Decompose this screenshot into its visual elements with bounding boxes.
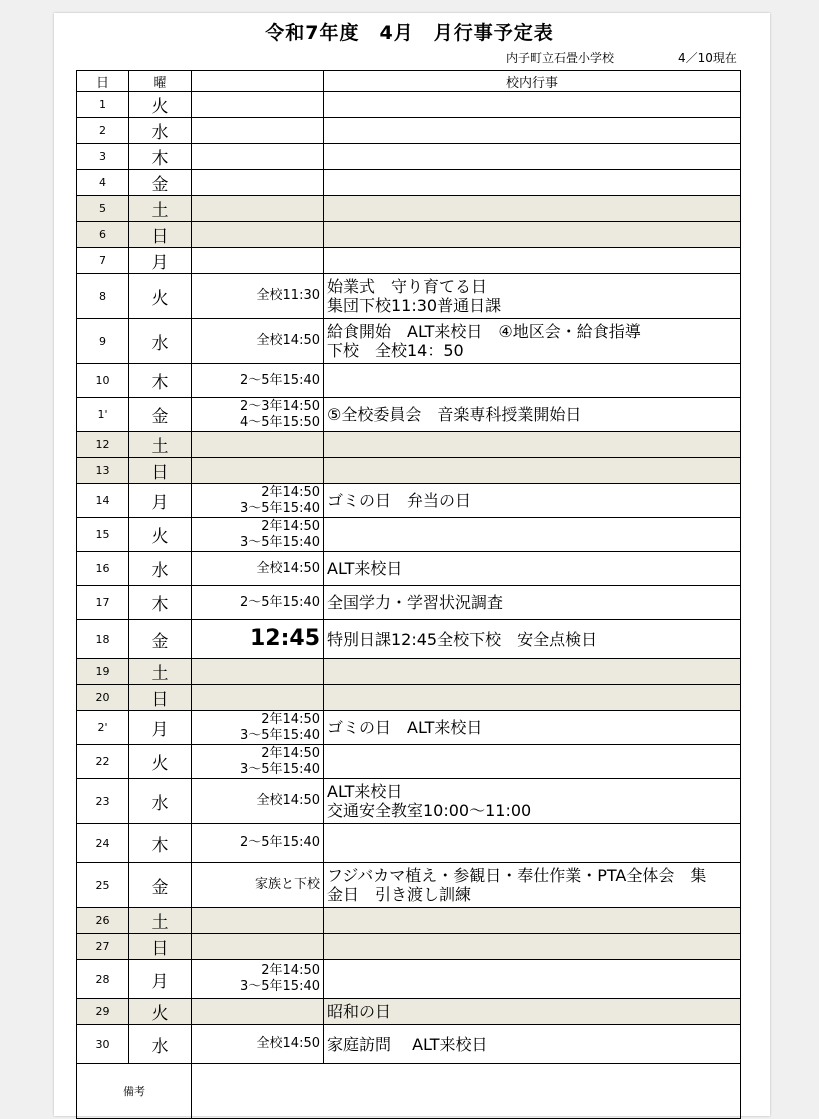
table-row — [77, 196, 741, 222]
weekday-cell: 月 — [129, 248, 192, 274]
events-cell — [324, 170, 741, 196]
dismissal-time-cell — [192, 745, 324, 779]
weekday-cell: 水 — [129, 1025, 192, 1064]
dismissal-time-cell — [192, 274, 324, 319]
events-cell — [324, 222, 741, 248]
dismissal-time: 全校14:50 — [256, 333, 320, 348]
weekday-cell: 月 — [129, 484, 192, 518]
weekday-cell: 金 — [129, 620, 192, 659]
table-row — [77, 319, 741, 364]
event-text: 特別日課12:45全校下校 安全点検日 — [327, 629, 598, 649]
table-row — [77, 863, 741, 908]
dismissal-time: 全校14:50 — [256, 1036, 320, 1051]
day-cell: 23 — [77, 779, 129, 824]
weekday-cell: 火 — [129, 745, 192, 779]
events-cell — [324, 960, 741, 999]
dismissal-time: 12:45 — [249, 626, 320, 651]
events-cell — [324, 118, 741, 144]
event-text: 交通安全教室10:00～11:00 — [327, 801, 532, 820]
events-cell — [324, 196, 741, 222]
day-cell: 25 — [77, 863, 129, 908]
table-row — [77, 484, 741, 518]
events-cell — [324, 1025, 741, 1064]
dismissal-time: 2～5年15:40 — [239, 835, 320, 850]
weekday-cell: 木 — [129, 144, 192, 170]
dismissal-time-cell — [192, 458, 324, 484]
events-cell — [324, 274, 741, 319]
event-text: 下校 全校14：50 — [327, 341, 464, 360]
events-cell — [324, 552, 741, 586]
day-cell: 7 — [77, 248, 129, 274]
events-cell — [324, 432, 741, 458]
events-cell — [324, 659, 741, 685]
weekday-cell: 日 — [129, 934, 192, 960]
table-row — [77, 999, 741, 1025]
dismissal-time: 2年14:50 — [261, 518, 320, 534]
school-name: 内子町立石畳小学校 — [506, 51, 615, 65]
events-cell — [324, 863, 741, 908]
day-cell: 18 — [77, 620, 129, 659]
table-row — [77, 432, 741, 458]
remarks-cell[interactable] — [192, 1064, 741, 1119]
day-cell: 13 — [77, 458, 129, 484]
table-row — [77, 552, 741, 586]
day-cell: 17 — [77, 586, 129, 620]
table-row — [77, 779, 741, 824]
schedule-table — [76, 70, 741, 1119]
weekday-cell: 土 — [129, 432, 192, 458]
dismissal-time-cell — [192, 118, 324, 144]
weekday-cell: 金 — [129, 398, 192, 432]
weekday-cell: 木 — [129, 824, 192, 863]
day-cell: 2' — [77, 711, 129, 745]
day-cell: 30 — [77, 1025, 129, 1064]
dismissal-time-cell — [192, 824, 324, 863]
events-cell — [324, 908, 741, 934]
weekday-cell: 土 — [129, 196, 192, 222]
events-cell — [324, 319, 741, 364]
dismissal-time-cell — [192, 196, 324, 222]
schedule-body — [77, 92, 741, 1064]
table-row — [77, 960, 741, 999]
weekday-cell: 火 — [129, 274, 192, 319]
dismissal-time: 2年14:50 — [261, 484, 320, 500]
day-cell: 3 — [77, 144, 129, 170]
table-row — [77, 170, 741, 196]
table-row — [77, 934, 741, 960]
table-row — [77, 274, 741, 319]
events-cell — [324, 586, 741, 620]
events-cell — [324, 248, 741, 274]
dismissal-time-cell — [192, 92, 324, 118]
dismissal-time-cell — [192, 1025, 324, 1064]
day-cell: 26 — [77, 908, 129, 934]
events-cell — [324, 745, 741, 779]
dismissal-time-cell — [192, 685, 324, 711]
dismissal-time: 2年14:50 — [261, 745, 320, 761]
header-row — [77, 71, 741, 92]
events-cell — [324, 484, 741, 518]
dismissal-time-cell — [192, 779, 324, 824]
dismissal-time: 2～5年15:40 — [239, 594, 320, 610]
page-title: 令和7年度 4月 月行事予定表 — [265, 22, 554, 44]
event-text: 始業式 守り育てる日 — [327, 277, 488, 296]
dismissal-time-cell — [192, 586, 324, 620]
dismissal-time: 3～5年15:40 — [239, 534, 320, 550]
events-cell — [324, 620, 741, 659]
day-cell: 5 — [77, 196, 129, 222]
dismissal-time-cell — [192, 432, 324, 458]
event-text: ALT来校日 — [327, 782, 403, 801]
dismissal-time-cell — [192, 484, 324, 518]
event-text: ゴミの日 弁当の日 — [327, 491, 472, 510]
weekday-cell: 金 — [129, 863, 192, 908]
day-cell: 10 — [77, 364, 129, 398]
weekday-cell: 水 — [129, 779, 192, 824]
dismissal-time-cell — [192, 319, 324, 364]
day-cell: 22 — [77, 745, 129, 779]
day-cell: 1' — [77, 398, 129, 432]
dismissal-time-cell — [192, 170, 324, 196]
remarks-label: 備考 — [77, 1064, 192, 1119]
event-text: ゴミの日 ALT来校日 — [327, 718, 483, 737]
header-events: 校内行事 — [324, 71, 741, 92]
day-cell: 27 — [77, 934, 129, 960]
dismissal-time-cell — [192, 908, 324, 934]
day-cell: 8 — [77, 274, 129, 319]
dismissal-time-cell — [192, 711, 324, 745]
weekday-cell: 月 — [129, 711, 192, 745]
weekday-cell: 水 — [129, 319, 192, 364]
table-row — [77, 1025, 741, 1064]
dismissal-time: 全校14:50 — [256, 793, 320, 808]
events-cell — [324, 934, 741, 960]
dismissal-time-cell — [192, 960, 324, 999]
dismissal-time: 家族と下校 — [254, 877, 320, 892]
events-cell — [324, 364, 741, 398]
table-row — [77, 222, 741, 248]
dismissal-time: 3～5年15:40 — [239, 979, 320, 994]
table-row — [77, 659, 741, 685]
dismissal-time-cell — [192, 144, 324, 170]
table-row — [77, 685, 741, 711]
table-row — [77, 824, 741, 863]
weekday-cell: 火 — [129, 92, 192, 118]
dismissal-time: 2～5年15:40 — [239, 372, 320, 388]
weekday-cell: 日 — [129, 222, 192, 248]
events-cell — [324, 144, 741, 170]
day-cell: 20 — [77, 685, 129, 711]
event-text: フジバカマ植え・参観日・奉仕作業・PTA全体会 集 — [327, 866, 707, 885]
as-of-date: 4／10現在 — [678, 51, 737, 65]
day-cell: 29 — [77, 999, 129, 1025]
events-cell — [324, 999, 741, 1025]
event-text: 給食開始 ALT来校日 ④地区会・給食指導 — [327, 322, 641, 341]
table-row — [77, 144, 741, 170]
event-text: ALT来校日 — [327, 559, 403, 578]
day-cell: 4 — [77, 170, 129, 196]
events-cell — [324, 92, 741, 118]
event-text: 昭和の日 — [327, 1002, 392, 1021]
events-cell — [324, 518, 741, 552]
events-cell — [324, 711, 741, 745]
event-text: 集団下校11:30普通日課 — [327, 296, 502, 315]
table-row — [77, 364, 741, 398]
dismissal-time: 3～5年15:40 — [239, 761, 320, 777]
table-row — [77, 92, 741, 118]
dismissal-time-cell — [192, 248, 324, 274]
table-row — [77, 620, 741, 659]
day-cell: 1 — [77, 92, 129, 118]
dismissal-time-cell — [192, 934, 324, 960]
dismissal-time-cell — [192, 999, 324, 1025]
dismissal-time-cell — [192, 552, 324, 586]
day-cell: 19 — [77, 659, 129, 685]
day-cell: 28 — [77, 960, 129, 999]
weekday-cell: 月 — [129, 960, 192, 999]
table-row — [77, 908, 741, 934]
weekday-cell: 日 — [129, 685, 192, 711]
day-cell: 2 — [77, 118, 129, 144]
header-day: 日 — [77, 71, 129, 92]
dismissal-time: 2年14:50 — [261, 711, 320, 727]
table-row — [77, 711, 741, 745]
dismissal-time: 全校11:30 — [256, 288, 320, 303]
dismissal-time: 2年14:50 — [261, 963, 320, 978]
weekday-cell: 土 — [129, 908, 192, 934]
table-row — [77, 118, 741, 144]
events-cell — [324, 779, 741, 824]
day-cell: 12 — [77, 432, 129, 458]
weekday-cell: 火 — [129, 518, 192, 552]
event-text: 全国学力・学習状況調査 — [327, 593, 504, 612]
weekday-cell: 水 — [129, 552, 192, 586]
event-text: ⑤全校委員会 音楽専科授業開始日 — [327, 405, 582, 424]
table-row — [77, 458, 741, 484]
events-cell — [324, 824, 741, 863]
remarks-row — [77, 1064, 741, 1119]
events-cell — [324, 458, 741, 484]
weekday-cell: 火 — [129, 999, 192, 1025]
weekday-cell: 木 — [129, 364, 192, 398]
day-cell: 16 — [77, 552, 129, 586]
dismissal-time-cell — [192, 364, 324, 398]
header-time — [192, 71, 324, 92]
weekday-cell: 木 — [129, 586, 192, 620]
table-row — [77, 745, 741, 779]
dismissal-time-cell — [192, 398, 324, 432]
weekday-cell: 土 — [129, 659, 192, 685]
event-text: 金日 引き渡し訓練 — [327, 885, 472, 904]
dismissal-time-cell — [192, 222, 324, 248]
dismissal-time: 4～5年15:50 — [239, 414, 320, 430]
table-row — [77, 518, 741, 552]
dismissal-time-cell — [192, 863, 324, 908]
header-weekday: 曜 — [129, 71, 192, 92]
table-row — [77, 586, 741, 620]
day-cell: 24 — [77, 824, 129, 863]
table-row — [77, 248, 741, 274]
weekday-cell: 日 — [129, 458, 192, 484]
weekday-cell: 水 — [129, 118, 192, 144]
event-text: 家庭訪問 ALT来校日 — [327, 1034, 488, 1054]
events-cell — [324, 685, 741, 711]
dismissal-time: 2～3年14:50 — [239, 398, 320, 414]
day-cell: 9 — [77, 319, 129, 364]
events-cell — [324, 398, 741, 432]
day-cell: 15 — [77, 518, 129, 552]
dismissal-time-cell — [192, 620, 324, 659]
weekday-cell: 金 — [129, 170, 192, 196]
day-cell: 14 — [77, 484, 129, 518]
table-row — [77, 398, 741, 432]
dismissal-time: 3～5年15:40 — [239, 500, 320, 516]
dismissal-time-cell — [192, 659, 324, 685]
dismissal-time: 全校14:50 — [256, 560, 320, 576]
day-cell: 6 — [77, 222, 129, 248]
dismissal-time: 3～5年15:40 — [239, 727, 320, 743]
dismissal-time-cell — [192, 518, 324, 552]
